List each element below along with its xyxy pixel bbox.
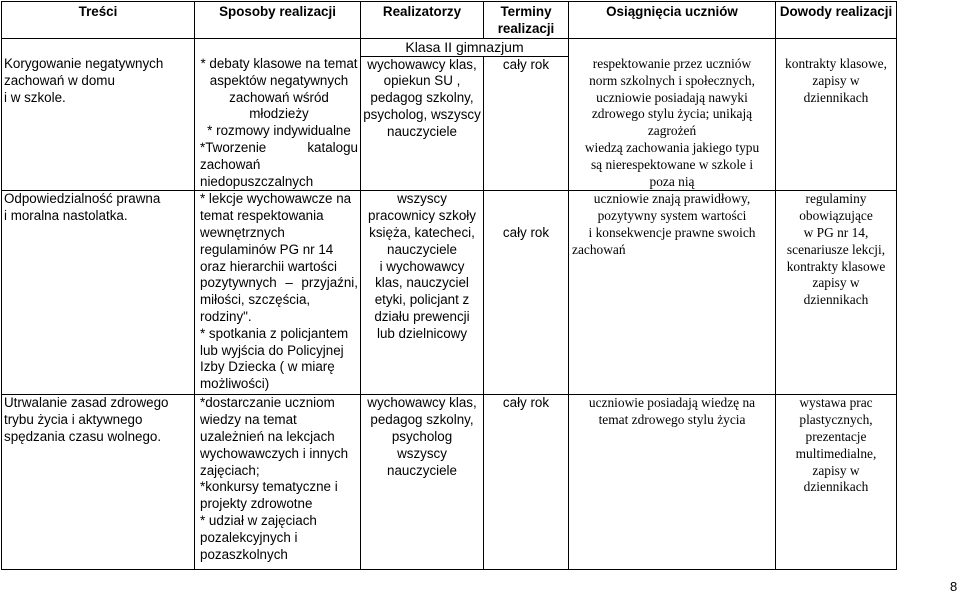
cell-terminy	[484, 191, 569, 395]
text-line: uczniowie znają prawidłowy,	[593, 191, 751, 207]
table-row	[2, 56, 897, 191]
text-line: plastycznych,	[799, 412, 873, 428]
text-line: multimedialne,	[795, 445, 877, 461]
text-line: wychowawcy klas,	[367, 395, 477, 411]
header-dowody: Dowody realizacji	[776, 2, 897, 39]
text-line: spędzania czasu wolnego.	[4, 429, 162, 445]
text-line: respektowanie przez uczniów	[592, 56, 752, 72]
header-terminy: Terminy realizacji	[484, 2, 569, 39]
text-line: opiekun SU ,	[383, 73, 461, 89]
text-line: wszyscy	[397, 191, 447, 207]
text-line: uzależnień na lekcjach	[200, 429, 335, 445]
text-line: niedopuszczalnych	[200, 173, 314, 189]
text-line: wiedzą zachowania jakiego typu	[584, 140, 760, 156]
cell-sposoby	[195, 56, 361, 191]
text-line: zachowań	[572, 241, 626, 257]
header-sposoby: Sposoby realizacji	[195, 2, 361, 39]
text-line: pedagog szkolny,	[370, 412, 474, 428]
text-line: zachowań	[200, 156, 261, 172]
text-line: miłości, szczęścia,	[200, 292, 311, 308]
text-line: Utrwalanie zasad zdrowego	[4, 395, 169, 411]
header-tresci: Treści	[2, 2, 195, 39]
text-line: lub dzielnicowy	[376, 325, 468, 341]
text-line: zachowań w domu	[4, 72, 115, 88]
text-line: pozytywnych – przyjaźni,	[200, 275, 358, 291]
text-line: *Tworzenie katalogu	[200, 140, 358, 156]
text-line: * spotkania z policjantem	[200, 325, 349, 341]
section-title-row	[2, 38, 897, 56]
text-line: * debaty klasowe na temat	[200, 56, 358, 72]
text-line: oraz hierarchii wartości	[200, 258, 337, 274]
text-line: zapisy w	[812, 462, 860, 478]
text-line: regulaminy	[805, 191, 867, 207]
text-line: projekty zdrowotne	[200, 496, 313, 512]
text-line: psycholog	[391, 429, 453, 445]
text-line: nauczyciele	[387, 241, 457, 257]
text-line: działu prewencji	[374, 309, 470, 325]
text-line: etyki, policjant z	[374, 292, 470, 308]
text-line: księża, katecheci,	[369, 225, 475, 241]
text-line: wiedzy na temat	[200, 412, 297, 428]
text-line: pedagog szkolny,	[370, 90, 474, 106]
text-line: wychowawcy klas,	[367, 56, 477, 72]
text-line: zapisy w	[812, 275, 860, 291]
text-line: możliwości)	[200, 376, 270, 392]
text-line: dziennikach	[803, 479, 869, 495]
text-line: są nierespektowane w szkole i	[590, 156, 754, 172]
text-line: wychowawczych i innych	[200, 445, 349, 461]
text-line: pozytywny system wartości	[597, 208, 747, 224]
text-line: temat zdrowego stylu życia	[598, 412, 746, 428]
text-line: wystawa prac	[799, 395, 873, 411]
text-line: zdrowego stylu życia; unikają	[591, 106, 753, 122]
text-line: pracownicy szkoły	[368, 208, 476, 224]
text-line: uczniowie posiadają nawyki	[596, 89, 748, 105]
table-row	[2, 395, 897, 570]
text-line: cały rok	[502, 56, 550, 72]
text-line: dziennikach	[803, 292, 869, 308]
cell-tresci	[2, 56, 195, 191]
text-line: aspektów negatywnych	[209, 72, 349, 88]
text-line: rodziny".	[200, 309, 252, 325]
cell-sposoby	[195, 395, 361, 570]
text-line: i w szkole.	[4, 89, 66, 105]
cell-dowody	[776, 191, 897, 395]
table-row	[2, 191, 897, 395]
text-line: wewnętrznych	[200, 225, 285, 241]
text-line: * udział w zajęciach	[200, 513, 317, 529]
cell-osiagniecia	[569, 56, 776, 191]
text-line: psycholog, wszyscy	[363, 106, 481, 122]
text-line: kontrakty klasowe,	[785, 56, 887, 72]
text-line: zagrożeń	[647, 123, 697, 139]
text-line: klas, nauczyciel	[375, 275, 469, 291]
text-line: *dostarczanie uczniom	[200, 395, 335, 411]
text-line: wszyscy	[397, 445, 447, 461]
text-line: kontrakty klasowe	[786, 258, 886, 274]
cell-dowody	[776, 56, 897, 191]
text-line: temat respektowania	[200, 208, 324, 224]
cell-dowody	[776, 395, 897, 570]
page-number: 8	[950, 579, 958, 594]
text-line: pozaszkolnych	[200, 546, 288, 562]
text-line: nauczyciele	[387, 462, 457, 478]
text-line: w PG nr 14,	[803, 225, 869, 241]
text-line: cały rok	[502, 395, 550, 411]
header-osiagniecia: Osiągnięcia uczniów	[569, 2, 776, 39]
cell-sposoby	[195, 191, 361, 395]
section-title: Klasa II gimnazjum	[405, 38, 524, 55]
text-line: i moralna nastolatka.	[4, 208, 128, 224]
text-line: i konsekwencje prawne swoich	[588, 225, 756, 241]
header-realizatorzy: Realizatorzy	[361, 2, 484, 39]
text-line: lub wyjścia do Policyjnej	[200, 342, 344, 358]
text-line: regulaminów PG nr 14	[200, 241, 334, 257]
text-line: Odpowiedzialność prawna	[4, 191, 161, 207]
cell-osiagniecia	[569, 191, 776, 395]
text-line: młodzieży	[249, 106, 309, 122]
text-line: prezentacje	[805, 429, 867, 445]
text-line: norm szkolnych i społecznych,	[589, 72, 755, 88]
text-line: zapisy w	[812, 72, 860, 88]
cell-realizatorzy	[361, 395, 484, 570]
text-line: Izby Dziecka ( w miarę	[200, 359, 335, 375]
text-line: Korygowanie negatywnych	[4, 56, 164, 72]
cell-realizatorzy	[361, 191, 484, 395]
text-line: obowiązujące	[799, 208, 873, 224]
text-line: * rozmowy indywidualne	[207, 123, 351, 139]
text-line: dziennikach	[803, 89, 869, 105]
text-line: pozalekcyjnych i	[200, 529, 298, 545]
text-line: trybu życia i aktywnego	[4, 412, 143, 428]
text-line: uczniowie posiadają wiedzę na	[588, 395, 756, 411]
text-line: *konkursy tematyczne i	[200, 479, 338, 495]
plan-table	[1, 1, 897, 570]
cell-terminy	[484, 395, 569, 570]
text-line: cały rok	[502, 225, 550, 241]
cell-realizatorzy	[361, 56, 484, 191]
cell-tresci	[2, 191, 195, 395]
cell-tresci	[2, 395, 195, 570]
text-line: scenariusze lekcji,	[786, 241, 886, 257]
cell-osiagniecia	[569, 395, 776, 570]
header-row	[2, 2, 897, 39]
text-line: zajęciach;	[200, 462, 260, 478]
text-line: nauczyciele	[387, 123, 457, 139]
cell-terminy	[484, 56, 569, 191]
text-line: poza nią	[649, 173, 695, 189]
text-line: i wychowawcy	[379, 258, 465, 274]
text-line: zachowań wśród	[229, 89, 329, 105]
text-line: * lekcje wychowawcze na	[200, 191, 352, 207]
